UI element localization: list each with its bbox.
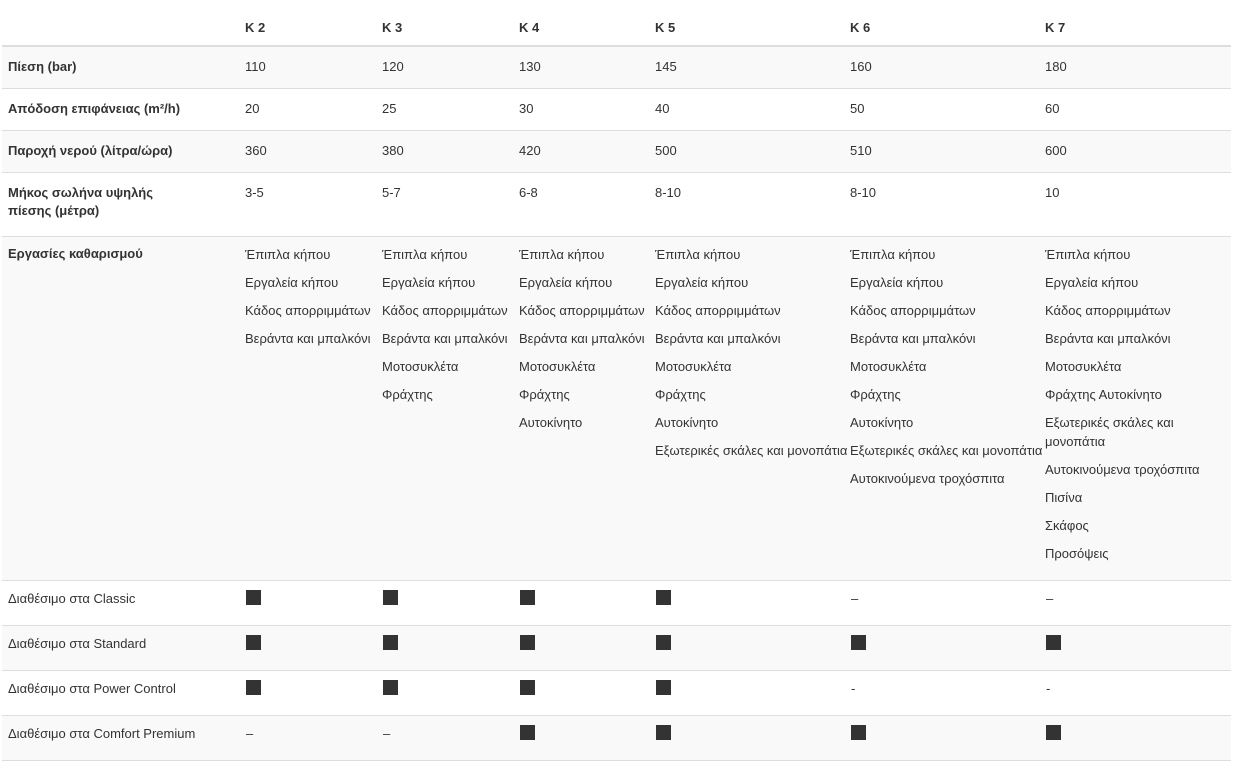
availability-cell [245,626,382,671]
task-item: Έπιπλα κήπου [850,247,936,262]
availability-cell [382,626,519,671]
model-header: K 4 [519,0,655,46]
filled-square-icon [656,590,671,605]
unavailable-dash: – [383,726,391,741]
unavailable-dash: – [246,726,254,741]
cell: 510 [850,131,1045,173]
availability-cell [655,716,850,761]
task-list [1045,245,1231,563]
filled-square-icon [246,680,261,695]
cell: 60 [1045,89,1231,131]
task-item: Έπιπλα κήπου [245,247,331,262]
availability-cell [850,671,1045,716]
task-item: Φράχτης [519,387,570,402]
row-label [2,173,245,237]
cell: 8-10 [850,173,1045,237]
model-header: K 6 [850,0,1045,46]
row-label: Διαθέσιμο στα Power Control [2,671,245,716]
task-item: Βεράντα και μπαλκόνι [519,331,645,346]
model-header: K 5 [655,0,850,46]
cell: 360 [245,131,382,173]
task-item: Αυτοκινούμενα τροχόσπιτα [1045,462,1200,477]
cell: 110 [245,46,382,89]
task-item: Προσόψεις [1045,546,1109,561]
availability-cell [1045,671,1231,716]
availability-cell [850,626,1045,671]
filled-square-icon [520,725,535,740]
row-label: Εργασίες καθαρισμού [2,237,245,581]
task-item: Βεράντα και μπαλκόνι [1045,331,1171,346]
task-item: Φράχτης [655,387,706,402]
cell [1045,237,1231,581]
filled-square-icon [656,725,671,740]
task-item: Εργαλεία κήπου [245,275,339,290]
cell: 420 [519,131,655,173]
task-item: Βεράντα και μπαλκόνι [850,331,976,346]
cell: 3-5 [245,173,382,237]
task-item: Εργαλεία κήπου [1045,275,1139,290]
table-row-cleaning-tasks [2,237,1231,581]
table-row-pressure [2,46,1231,89]
cell: 5-7 [382,173,519,237]
task-item: Κάδος απορριμμάτων [382,303,508,318]
cell: 40 [655,89,850,131]
availability-cell [519,626,655,671]
cell: 20 [245,89,382,131]
task-list [382,245,519,404]
availability-cell [1045,581,1231,626]
availability-cell [850,716,1045,761]
task-item: Πισίνα [1045,490,1083,505]
cell: 600 [1045,131,1231,173]
task-item: Βεράντα και μπαλκόνι [382,331,508,346]
filled-square-icon [851,635,866,650]
task-item: Φράχτης [850,387,901,402]
task-item: Σκάφος [1045,518,1089,533]
filled-square-icon [383,635,398,650]
availability-cell [655,671,850,716]
task-item: Μοτοσυκλέτα [655,359,732,374]
availability-cell [519,716,655,761]
comparison-table [2,0,1231,761]
task-item: Αυτοκίνητο [655,415,719,430]
cell: 145 [655,46,850,89]
filled-square-icon [656,635,671,650]
availability-cell [245,716,382,761]
row-label: Διαθέσιμο στα Standard [2,626,245,671]
task-list [245,245,382,348]
table-row-standard [2,626,1231,671]
row-label: Απόδοση επιφάνειας (m²/h) [2,89,245,131]
availability-cell [382,716,519,761]
table-row-power-control [2,671,1231,716]
availability-cell [655,626,850,671]
row-label: Παροχή νερού (λίτρα/ώρα) [2,131,245,173]
cell: 120 [382,46,519,89]
cell [850,237,1045,581]
row-label: Διαθέσιμο στα Comfort Premium [2,716,245,761]
cell: 10 [1045,173,1231,237]
task-item: Μοτοσυκλέτα [1045,359,1122,374]
filled-square-icon [520,635,535,650]
task-item: Αυτοκίνητο [519,415,583,430]
cell: 380 [382,131,519,173]
task-item: Εργαλεία κήπου [655,275,749,290]
filled-square-icon [383,590,398,605]
table-body [2,46,1231,761]
task-item: Κάδος απορριμμάτων [655,303,781,318]
model-header: K 7 [1045,0,1231,46]
row-label: Πίεση (bar) [2,46,245,89]
task-item: Βεράντα και μπαλκόνι [245,331,371,346]
table-row-classic [2,581,1231,626]
availability-cell [382,581,519,626]
table-row-comfort-premium [2,716,1231,761]
filled-square-icon [656,680,671,695]
availability-cell [655,581,850,626]
availability-cell [1045,626,1231,671]
task-item: Μοτοσυκλέτα [519,359,596,374]
task-item: Εξωτερικές σκάλες και μονοπάτια [850,443,1043,458]
task-item: Έπιπλα κήπου [1045,247,1131,262]
cell: 8-10 [655,173,850,237]
availability-cell [382,671,519,716]
cell: 25 [382,89,519,131]
task-list [655,245,850,460]
unavailable-dash: – [851,591,859,606]
task-item: Εργαλεία κήπου [850,275,944,290]
task-item: Έπιπλα κήπου [655,247,741,262]
cell: 30 [519,89,655,131]
task-item: Κάδος απορριμμάτων [850,303,976,318]
task-item: Εργαλεία κήπου [519,275,613,290]
cell: 180 [1045,46,1231,89]
task-item: Έπιπλα κήπου [519,247,605,262]
cell: 6-8 [519,173,655,237]
table-row-water-flow [2,131,1231,173]
availability-cell [245,581,382,626]
row-label-text: Μήκος σωλήνα υψηλής πίεσης (μέτρα) [8,185,154,218]
filled-square-icon [246,635,261,650]
table-row-hose-length [2,173,1231,237]
cell: 160 [850,46,1045,89]
task-list [519,245,655,432]
model-header: K 2 [245,0,382,46]
cell [245,237,382,581]
model-header: K 3 [382,0,519,46]
task-item: Φράχτης [382,387,433,402]
task-list [850,245,1045,488]
task-item: Μοτοσυκλέτα [382,359,459,374]
availability-cell [850,581,1045,626]
filled-square-icon [383,680,398,695]
task-item: Αυτοκινούμενα τροχόσπιτα [850,471,1005,486]
unavailable-dash: - [1046,681,1051,696]
cell: 130 [519,46,655,89]
availability-cell [245,671,382,716]
availability-cell [519,671,655,716]
cell [519,237,655,581]
filled-square-icon [520,680,535,695]
availability-cell [1045,716,1231,761]
row-label: Διαθέσιμο στα Classic [2,581,245,626]
task-item: Αυτοκίνητο [850,415,914,430]
task-item: Βεράντα και μπαλκόνι [655,331,781,346]
task-item: Κάδος απορριμμάτων [1045,303,1171,318]
filled-square-icon [1046,725,1061,740]
unavailable-dash: - [851,681,856,696]
task-item: Εξωτερικές σκάλες και μονοπάτια [655,443,848,458]
cell: 50 [850,89,1045,131]
filled-square-icon [1046,635,1061,650]
table-row-surface-output [2,89,1231,131]
task-item: Έπιπλα κήπου [382,247,468,262]
cell [382,237,519,581]
filled-square-icon [246,590,261,605]
task-item: Εργαλεία κήπου [382,275,476,290]
header-row [2,0,1231,46]
task-item: Μοτοσυκλέτα [850,359,927,374]
header-corner [2,0,245,46]
unavailable-dash: – [1046,591,1054,606]
table-header [2,0,1231,46]
filled-square-icon [520,590,535,605]
task-item: Φράχτης Αυτοκίνητο [1045,387,1162,402]
filled-square-icon [851,725,866,740]
cell: 500 [655,131,850,173]
task-item: Εξωτερικές σκάλες και μονοπάτια [1045,415,1174,449]
task-item: Κάδος απορριμμάτων [245,303,371,318]
availability-cell [519,581,655,626]
task-item: Κάδος απορριμμάτων [519,303,645,318]
cell [655,237,850,581]
